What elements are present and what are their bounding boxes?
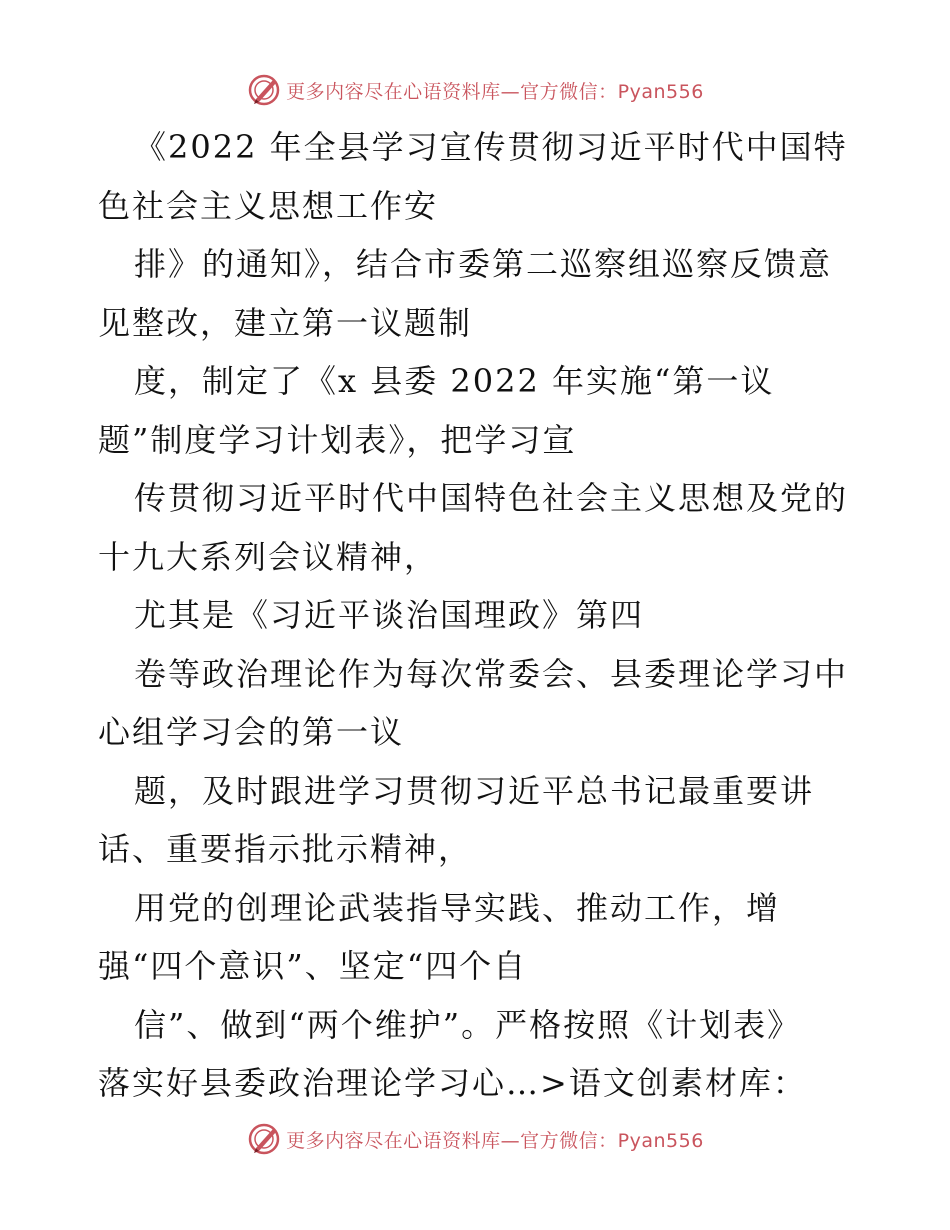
pen-logo-icon (246, 1121, 282, 1157)
body-line: 度，制定了《x 县委 2022 年实施“第一议 (134, 362, 775, 400)
body-line: 落实好县委政治理论学习心…>语文创素材库： (98, 1064, 807, 1102)
body-line: 题”制度学习计划表》，把学习宣 (98, 420, 577, 459)
body-line: 尤其是《习近平谈治国理政》第四 (134, 596, 645, 634)
footer-watermark (0, 1121, 950, 1157)
body-line: 排》的通知》，结合市委第二巡察组巡察反馈意 (134, 245, 833, 283)
watermark-text: 更多内容尽在心语资料库—官方微信：Pyan556 (286, 1129, 704, 1152)
body-line: 《2022 年全县学习宣传贯彻习近平时代中国特 (134, 128, 848, 166)
body-line: 卷等政治理论作为每次常委会、县委理论学习中 (134, 654, 849, 693)
body-line: 题，及时跟进学习贯彻习近平总书记最重要讲 (134, 771, 815, 810)
body-line: 用党的创理论武装指导实践、推动工作，增 (134, 888, 781, 927)
header-watermark (0, 72, 950, 108)
body-line: 心组学习会的第一议 (98, 713, 405, 751)
document-body (98, 118, 858, 1113)
body-line: 十九大系列会议精神， (98, 537, 439, 576)
watermark-text: 更多内容尽在心语资料库—官方微信：Pyan556 (286, 80, 704, 103)
pen-logo-icon (246, 72, 282, 108)
body-line: 传贯彻习近平时代中国特色社会主义思想及党的 (134, 479, 849, 517)
body-line: 信”、做到“两个维护”。严格按照《计划表》 (134, 1005, 802, 1044)
body-line: 见整改，建立第一议题制 (98, 303, 473, 342)
body-line: 色社会主义思想工作安 (98, 186, 439, 225)
body-line: 话、重要指示批示精神， (98, 830, 473, 868)
body-line: 强“四个意识”、坚定“四个自 (98, 947, 528, 985)
